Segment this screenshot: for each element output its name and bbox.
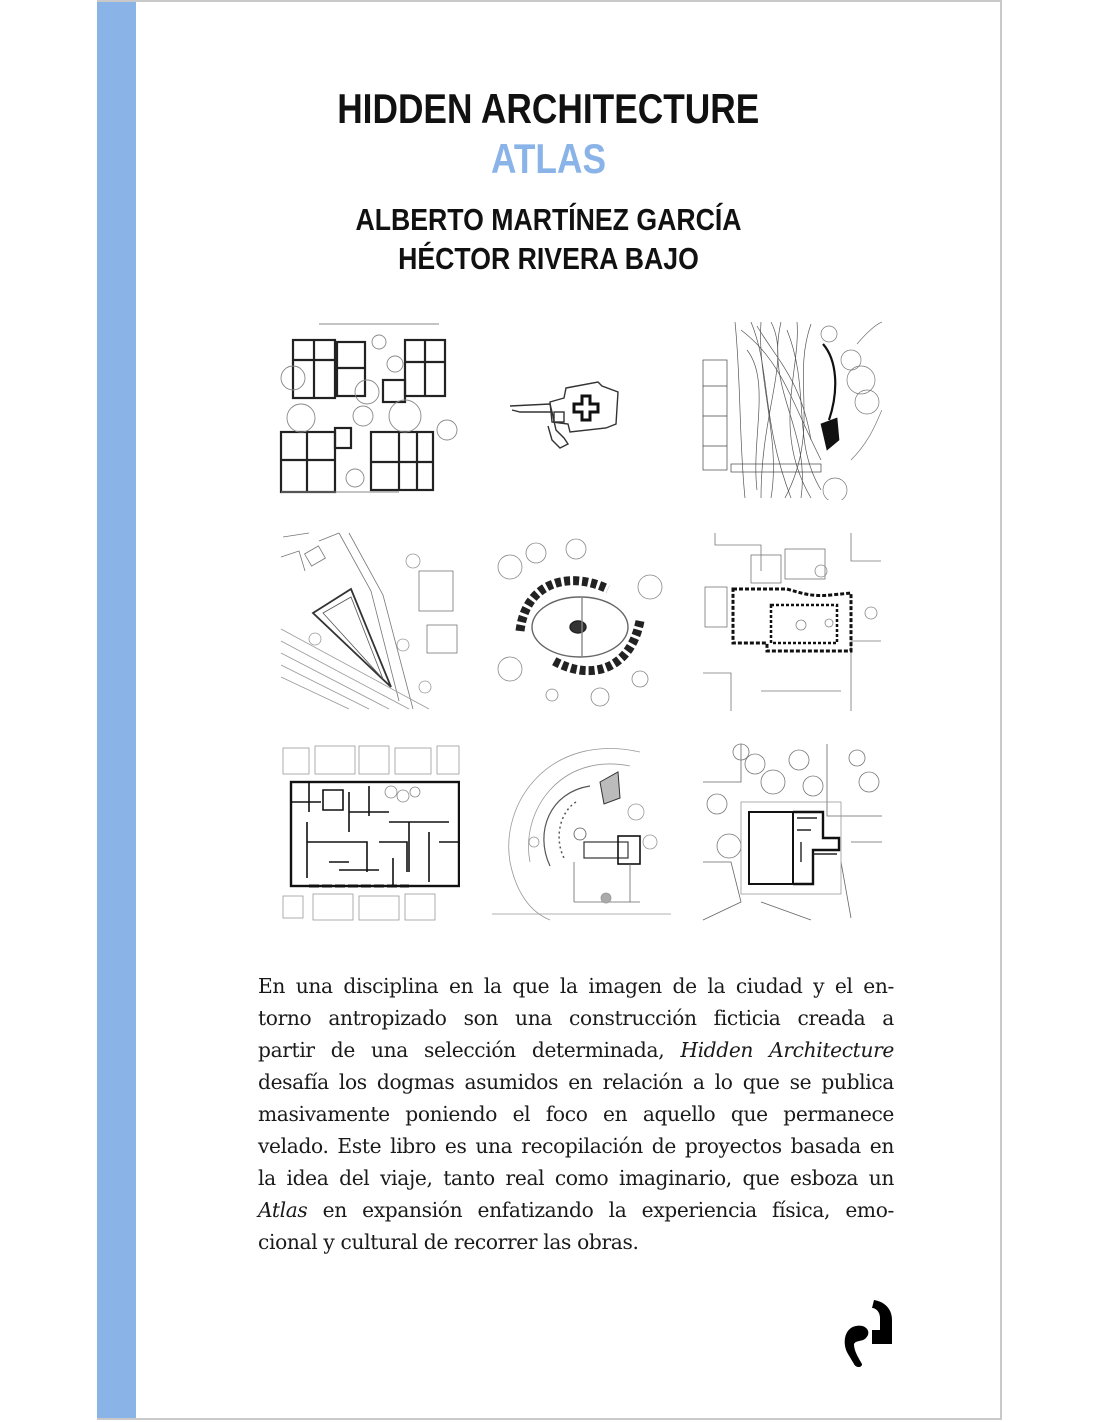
publisher-logo-icon [842, 1298, 894, 1370]
author-name: ALBERTO MARTÍNEZ GARCÍA [355, 202, 742, 237]
double-cloister-plan [701, 531, 882, 711]
book-title-italic: Hidden Architecture [680, 1038, 894, 1062]
dense-urban-fabric-plan [279, 742, 460, 922]
courtyard-complex-plan [701, 742, 882, 922]
blurb-text: en expansión enfatizando la experiencia física, emo- [307, 1198, 894, 1222]
authors [97, 200, 1000, 278]
title-block [97, 84, 1000, 184]
author-name: HÉCTOR RIVERA BAJO [398, 241, 699, 276]
housing-cluster-plan [279, 320, 460, 500]
blurb-text: partir de una selección determinada, [258, 1038, 681, 1062]
blurb-line: desafía los dogmas asumidos en relación a lo que se publica [258, 1070, 894, 1094]
back-cover-blurb [258, 970, 894, 1258]
blurb-line: masivamente poniendo el foco en aquello que permanece [258, 1102, 894, 1126]
book-subtitle: ATLAS [491, 135, 606, 182]
blurb-line: torno antropizado son una construcción ficticia creada a [258, 1006, 894, 1030]
river-bank-landscape-plan [701, 320, 882, 500]
blurb-line: cional y cultural de recorrer las obras. [258, 1230, 639, 1254]
atlas-italic: Atlas [258, 1198, 308, 1222]
blurb-line: velado. Este libro es una recopilación de proyectos basada en [258, 1134, 894, 1158]
oval-courtyard-plan [490, 531, 671, 711]
blurb-line [258, 1194, 894, 1226]
blurb-line: la idea del viaje, tanto real como imaginario, que esboza un [258, 1166, 894, 1190]
plan-drawings-grid [279, 320, 882, 922]
blurb-line: En una disciplina en la que la imagen de la ciudad y el en- [258, 974, 894, 998]
cross-shaped-temple-plan [490, 320, 671, 500]
triangular-block-plan [279, 531, 460, 711]
circular-amphitheater-plan [490, 742, 671, 922]
book-back-cover [97, 0, 1002, 1420]
blurb-line [258, 1034, 894, 1066]
book-title: HIDDEN ARCHITECTURE [337, 85, 760, 132]
